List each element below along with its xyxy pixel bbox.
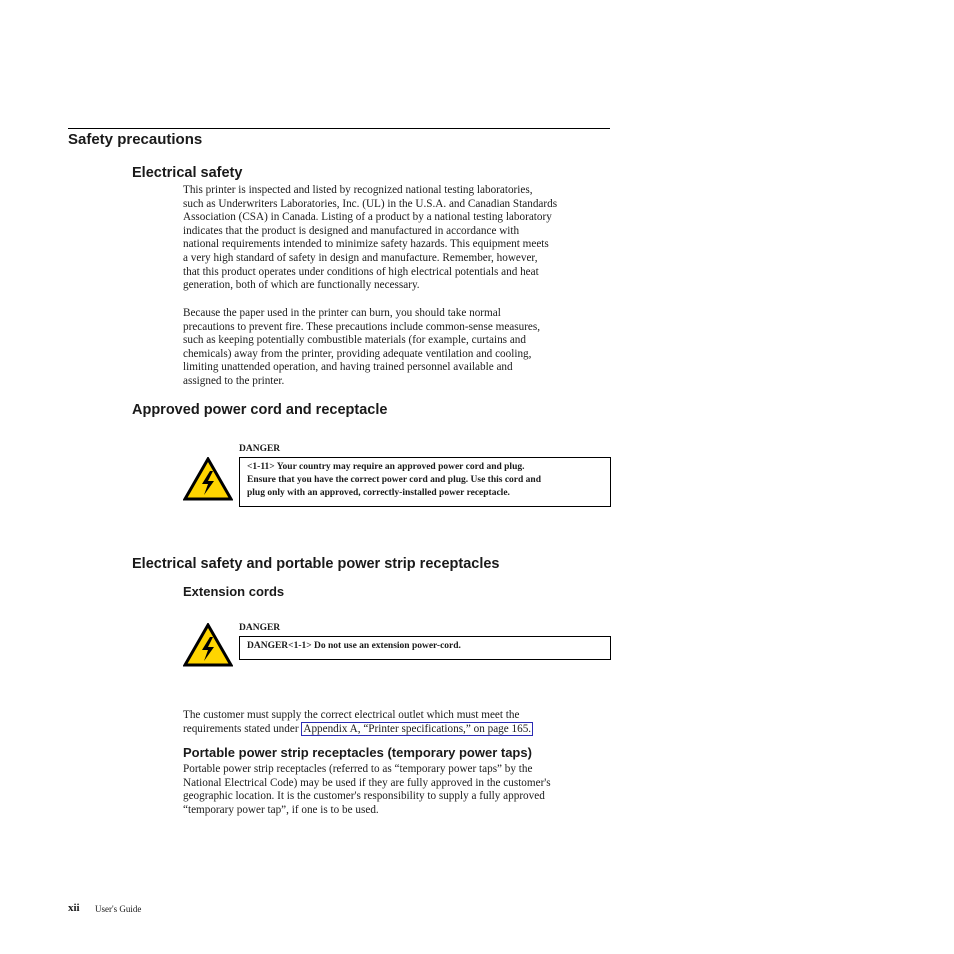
heading-extension-cords: Extension cords: [183, 584, 285, 599]
customer-outlet-paragraph: [183, 709, 533, 736]
danger-notice-power-cord: [239, 457, 611, 507]
text-line: assigned to the printer.: [183, 374, 285, 387]
danger-text-line: <1-11> Your country may require an approved power cord and plug.: [247, 462, 525, 472]
danger-text-line: plug only with an approved, correctly-installed power receptacle.: [247, 487, 510, 498]
text-line: generation, both of which are functionally necessary.: [183, 279, 420, 292]
text-line: indicates that the product is designed and manufactured in accordance with: [183, 224, 520, 237]
danger-label: DANGER: [239, 444, 281, 454]
portable-power-strip-paragraph: [183, 763, 551, 817]
text-line: Portable power strip receptacles (referred to as “temporary power taps” by the: [183, 763, 533, 775]
document-title: User's Guide: [95, 904, 142, 914]
text-line: that this product operates under conditions of high electrical potentials and heat: [183, 265, 539, 278]
heading-power-strip: Electrical safety and portable power strip receptacles: [132, 556, 500, 572]
text-line: such as Underwriters Laboratories, Inc. (UL) in the U.S.A. and Canadian Standards: [183, 197, 558, 210]
text-line: national requirements intended to minimize safety hazards. This equipment meets: [183, 238, 549, 251]
text-line: Association (CSA) in Canada. Listing of a product by a national testing laboratory: [183, 211, 552, 224]
heading-electrical-safety: Electrical safety: [132, 165, 243, 181]
appendix-a-link[interactable]: Appendix A, “Printer specifications,” on page 165.: [303, 722, 532, 735]
section-rule: [68, 128, 610, 129]
electrical-safety-paragraph-1: [183, 184, 557, 293]
text-line: limiting unattended operation, and having trained personnel available and: [183, 361, 513, 374]
electrical-hazard-icon: [183, 457, 233, 501]
heading-portable-power-strip: Portable power strip receptacles (temporary power taps): [183, 745, 532, 760]
text-line: chemicals) away from the printer, providing adequate ventilation and cooling,: [183, 347, 532, 360]
text-line: geographic location. It is the customer's responsibility to supply a fully approved: [183, 790, 545, 803]
text-line: precautions to prevent fire. These precautions include common-sense measures,: [183, 320, 541, 333]
danger-text-line: DANGER<1-1> Do not use an extension power-cord.: [247, 641, 461, 651]
text-line: “temporary power tap”, if one is to be used.: [183, 803, 379, 816]
heading-approved-power-cord: Approved power cord and receptacle: [132, 402, 388, 418]
text-line: National Electrical Code) may be used if they are fully approved in the customer's: [183, 776, 551, 789]
danger-label: DANGER: [239, 623, 281, 633]
text-line: [183, 723, 533, 737]
electrical-hazard-icon: [183, 623, 233, 667]
text-fragment: requirements stated under: [183, 722, 302, 735]
text-line: a very high standard of safety in design and manufacture. Remember, however,: [183, 251, 538, 264]
danger-notice-extension-cords: [239, 636, 611, 660]
text-line: This printer is inspected and listed by recognized national testing laboratories,: [183, 184, 533, 196]
section-title: Safety precautions: [68, 131, 203, 148]
page-number: xii: [68, 902, 80, 914]
electrical-safety-paragraph-2: [183, 307, 540, 389]
danger-text-line: Ensure that you have the correct power cord and plug. Use this cord and: [247, 474, 541, 485]
text-line: The customer must supply the correct electrical outlet which must meet the: [183, 709, 520, 721]
text-line: such as keeping potentially combustible materials (for example, curtains and: [183, 334, 526, 347]
text-line: Because the paper used in the printer can burn, you should take normal: [183, 307, 501, 319]
